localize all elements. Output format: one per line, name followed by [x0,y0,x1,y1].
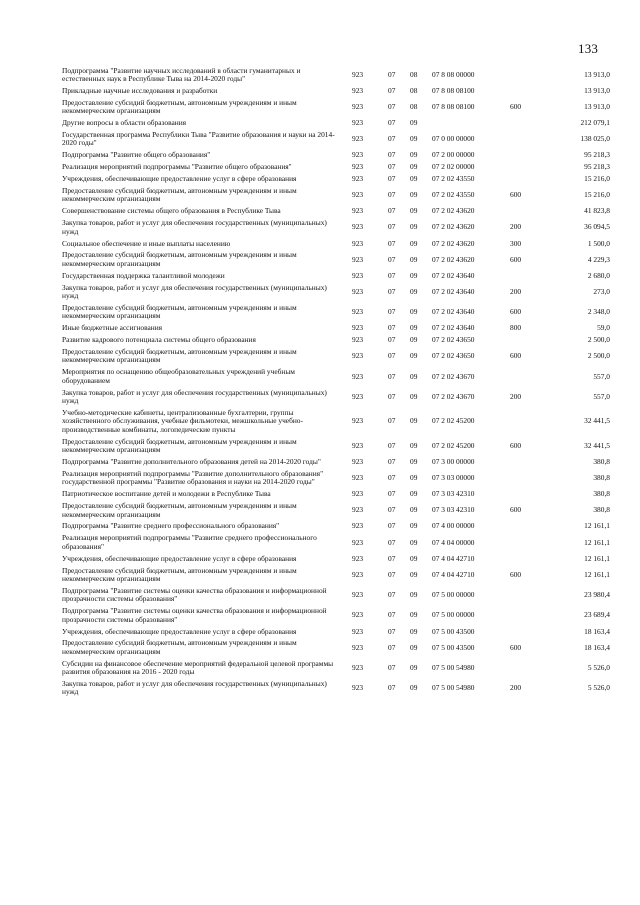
row-pr-cell: 09 [410,254,418,264]
row-name-cell: Государственная программа Республики Тыва "Развитие образования и науки на 2014-2020 годы" [62,129,335,148]
row-rz-cell: 07 [388,150,396,160]
row-sum-cell: 13 913,0 [584,69,610,79]
table-row [62,206,612,218]
row-rz-cell: 07 [388,118,396,128]
row-csr-cell [432,118,510,130]
row-rz-cell: 07 [388,391,396,401]
row-gr-cell: 923 [352,238,364,248]
row-sum-cell: 2 348,0 [587,307,610,317]
row-sum-cell: 12 161,1 [584,553,610,563]
row-vr-cell [510,521,542,533]
row-pr-cell: 09 [410,286,418,296]
table-row [62,489,612,501]
row-gr-cell: 923 [352,150,364,160]
row-pr-cell: 09 [410,489,418,499]
row-name-cell: Предоставление субсидий бюджетным, автономным учреждениям и иным некоммерческим организациям [62,185,297,204]
row-csr-cell: 07 2 02 43550 [432,190,475,200]
row-csr-cell: 07 2 02 00000 [432,162,475,172]
row-gr-cell: 923 [352,323,364,333]
row-rz-cell: 07 [388,134,396,144]
row-csr-cell: 07 2 02 43670 [432,391,475,401]
row-pr-cell: 08 [410,85,418,95]
budget-table [62,65,612,699]
row-vr-cell [510,150,542,162]
row-vr-cell: 600 [510,440,522,450]
row-pr-cell: 09 [410,162,418,172]
row-vr-cell [510,162,542,174]
row-gr-cell: 923 [352,307,364,317]
row-gr-cell: 923 [352,101,364,111]
row-gr-cell: 923 [352,569,364,579]
table-row [62,270,612,282]
row-csr-cell: 07 2 02 43620 [432,238,475,248]
row-rz-cell: 07 [388,270,396,280]
row-pr-cell: 09 [410,440,418,450]
row-csr-cell: 07 4 00 00000 [432,521,475,531]
row-vr-cell: 600 [510,351,522,361]
row-gr-cell: 923 [352,642,364,652]
row-vr-cell [510,270,542,282]
row-pr-cell: 09 [410,335,418,345]
row-pr-cell: 09 [410,351,418,361]
table-row [62,282,612,302]
row-vr-cell [510,626,542,638]
row-sum-cell: 36 094,5 [584,222,610,232]
row-pr-cell: 09 [410,134,418,144]
table-row [62,638,612,658]
row-name-cell: Реализация мероприятий подпрограммы "Развитие среднего профессионального образования" [62,533,317,551]
row-vr-cell [510,408,542,437]
row-gr-cell: 923 [352,683,364,693]
row-csr-cell: 07 3 00 00000 [432,457,475,467]
row-gr-cell: 923 [352,222,364,232]
row-sum-cell: 212 079,1 [580,118,610,128]
row-gr-cell: 923 [352,286,364,296]
row-vr-cell [510,335,542,347]
row-name-cell: Предоставление субсидий бюджетным, автономным учреждениям и иным некоммерческим организациям [62,638,297,656]
table-row [62,468,612,488]
row-gr-cell: 923 [352,489,364,499]
table-row [62,174,612,186]
row-vr-cell: 600 [510,505,522,515]
row-vr-cell: 200 [510,222,522,232]
row-sum-cell: 41 823,8 [584,206,610,216]
row-sum-cell: 2 500,0 [587,351,610,361]
row-sum-cell: 59,0 [597,323,610,333]
row-name-cell: Совершенствование системы общего образования в Республике Тыва [62,206,281,216]
row-vr-cell: 300 [510,238,522,248]
table-row [62,162,612,174]
table-row [62,150,612,162]
row-vr-cell: 600 [510,569,522,579]
table-row [62,129,612,149]
row-rz-cell: 07 [388,473,396,483]
row-pr-cell: 09 [410,521,418,531]
row-vr-cell: 600 [510,642,522,652]
row-rz-cell: 07 [388,642,396,652]
row-rz-cell: 07 [388,416,396,426]
row-csr-cell: 07 5 00 54980 [432,662,475,672]
row-csr-cell: 07 8 08 00000 [432,69,475,79]
row-rz-cell: 07 [388,238,396,248]
row-rz-cell: 07 [388,206,396,216]
row-sum-cell: 2 500,0 [587,335,610,345]
row-sum-cell: 12 161,1 [584,537,610,547]
row-rz-cell: 07 [388,371,396,381]
row-name-cell: Развитие кадрового потенциала системы общего образования [62,335,256,345]
row-pr-cell: 09 [410,553,418,563]
row-gr-cell: 923 [352,118,364,128]
row-csr-cell: 07 2 02 45200 [432,440,475,450]
row-gr-cell: 923 [352,335,364,345]
row-pr-cell: 09 [410,206,418,216]
row-gr-cell: 923 [352,270,364,280]
row-pr-cell: 09 [410,683,418,693]
row-rz-cell: 07 [388,521,396,531]
row-name-cell: Предоставление субсидий бюджетным, автономным учреждениям и иным некоммерческим организациям [62,436,297,455]
row-gr-cell: 923 [352,440,364,450]
table-row [62,553,612,565]
table-row [62,65,612,85]
row-sum-cell: 32 441,5 [584,416,610,426]
row-name-cell: Подпрограмма "Развитие системы оценки качества образования и информационной прозрачности системы образования" [62,606,327,624]
row-csr-cell: 07 2 00 00000 [432,150,475,160]
row-name-cell: Закупка товаров, работ и услуг для обеспечения государственных (муниципальных) нужд [62,282,327,301]
row-pr-cell: 09 [410,505,418,515]
row-vr-cell: 200 [510,683,522,693]
row-gr-cell: 923 [352,505,364,515]
row-name-cell: Учреждения, обеспечивающие предоставление услуг в сфере образования [62,553,297,563]
row-gr-cell: 923 [352,590,364,600]
row-gr-cell: 923 [352,626,364,636]
row-name-cell: Реализация мероприятий подпрограммы "Развитие дополнительного образования" государственной программы "Развитие образования и науки на 2014-2020 годы" [62,468,324,487]
row-gr-cell: 923 [352,174,364,184]
row-csr-cell: 07 3 03 42310 [432,505,475,515]
table-row [62,679,612,699]
row-vr-cell [510,533,542,553]
row-pr-cell: 09 [410,371,418,381]
row-rz-cell: 07 [388,457,396,467]
row-name-cell: Субсидии на финансовое обеспечение мероприятий федеральной целевой программы развития образования на 2016 - 2020 годы [62,658,334,677]
table-row [62,457,612,469]
table-row [62,185,612,205]
row-name-cell: Государственная поддержка талантливой молодежи [62,270,225,280]
row-csr-cell: 07 5 00 43500 [432,642,475,652]
row-gr-cell: 923 [352,521,364,531]
row-pr-cell: 09 [410,610,418,620]
row-rz-cell: 07 [388,553,396,563]
table-row [62,585,612,605]
row-name-cell: Закупка товаров, работ и услуг для обеспечения государственных (муниципальных) нужд [62,218,327,236]
row-pr-cell: 09 [410,626,418,636]
row-vr-cell [510,585,542,605]
table-row [62,250,612,270]
row-rz-cell: 07 [388,335,396,345]
table-row [62,85,612,97]
row-csr-cell: 07 2 02 43640 [432,286,475,296]
row-sum-cell: 557,0 [593,391,610,401]
row-vr-cell: 600 [510,101,522,111]
row-name-cell: Подпрограмма "Развитие научных исследований в области гуманитарных и естественных наук в Республике Тыва на 2014-2020 годы" [62,65,301,83]
row-sum-cell: 2 680,0 [587,270,610,280]
row-vr-cell [510,468,542,488]
row-vr-cell [510,118,542,130]
row-gr-cell: 923 [352,190,364,200]
row-pr-cell: 09 [410,642,418,652]
row-rz-cell: 07 [388,489,396,499]
table-row [62,347,612,367]
page-number: 133 [578,41,599,56]
row-rz-cell: 07 [388,683,396,693]
table-row [62,501,612,521]
row-name-cell: Предоставление субсидий бюджетным, автономным учреждениям и иным некоммерческим организациям [62,565,297,583]
row-gr-cell: 923 [352,371,364,381]
row-csr-cell: 07 0 00 00000 [432,134,475,144]
row-gr-cell: 923 [352,162,364,172]
row-pr-cell: 09 [410,307,418,317]
row-gr-cell: 923 [352,85,364,95]
row-rz-cell: 07 [388,662,396,672]
row-pr-cell: 09 [410,537,418,547]
row-csr-cell: 07 2 02 43550 [432,174,475,184]
row-rz-cell: 07 [388,190,396,200]
row-vr-cell [510,553,542,565]
row-rz-cell: 07 [388,85,396,95]
row-name-cell: Предоставление субсидий бюджетным, автономным учреждениям и иным некоммерческим организациям [62,501,297,519]
row-name-cell: Патриотическое воспитание детей и молодежи в Республике Тыва [62,489,271,499]
row-sum-cell: 15 216,0 [584,174,610,184]
row-pr-cell: 09 [410,457,418,467]
row-rz-cell: 07 [388,254,396,264]
row-gr-cell: 923 [352,206,364,216]
row-name-cell: Учреждения, обеспечивающие предоставление услуг в сфере образования [62,174,297,184]
row-gr-cell: 923 [352,69,364,79]
row-vr-cell: 800 [510,323,522,333]
row-sum-cell: 23 689,4 [584,610,610,620]
table-row [62,218,612,238]
row-sum-cell: 273,0 [593,286,610,296]
row-gr-cell: 923 [352,662,364,672]
table-row [62,521,612,533]
row-sum-cell: 32 441,5 [584,440,610,450]
row-sum-cell: 380,8 [593,505,610,515]
row-gr-cell: 923 [352,610,364,620]
row-name-cell: Предоставление субсидий бюджетным, автономным учреждениям и иным некоммерческим организациям [62,347,297,365]
row-sum-cell: 557,0 [593,371,610,381]
row-gr-cell: 923 [352,391,364,401]
row-sum-cell: 5 526,0 [587,683,610,693]
row-sum-cell: 18 163,4 [584,626,610,636]
row-rz-cell: 07 [388,537,396,547]
row-name-cell: Учреждения, обеспечивающие предоставление услуг в сфере образования [62,626,297,636]
row-name-cell: Подпрограмма "Развитие общего образования" [62,150,211,160]
row-sum-cell: 18 163,4 [584,642,610,652]
row-rz-cell: 07 [388,222,396,232]
row-sum-cell: 23 980,4 [584,590,610,600]
row-pr-cell: 09 [410,391,418,401]
table-row [62,367,612,387]
row-pr-cell: 08 [410,69,418,79]
row-csr-cell: 07 5 00 54980 [432,683,475,693]
row-rz-cell: 07 [388,569,396,579]
row-sum-cell: 5 526,0 [587,662,610,672]
table-row [62,565,612,585]
row-pr-cell: 09 [410,590,418,600]
row-name-cell: Социальное обеспечение и иные выплаты населению [62,238,231,248]
row-name-cell: Закупка товаров, работ и услуг для обеспечения государственных (муниципальных) нужд [62,679,327,697]
row-rz-cell: 07 [388,69,396,79]
row-csr-cell: 07 4 04 42710 [432,553,475,563]
row-rz-cell: 07 [388,286,396,296]
table-row [62,97,612,117]
row-vr-cell [510,658,542,678]
row-sum-cell: 380,8 [593,489,610,499]
row-name-cell: Прикладные научные исследования и разработки [62,85,218,95]
row-sum-cell: 13 913,0 [584,85,610,95]
table-row [62,626,612,638]
row-csr-cell: 07 2 02 43640 [432,307,475,317]
table-row [62,436,612,456]
row-rz-cell: 07 [388,440,396,450]
row-csr-cell: 07 2 02 43650 [432,335,475,345]
row-name-cell: Предоставление субсидий бюджетным, автономным учреждениям и иным некоммерческим организациям [62,97,297,116]
row-sum-cell: 95 218,3 [584,150,610,160]
row-name-cell: Закупка товаров, работ и услуг для обеспечения государственных (муниципальных) нужд [62,387,327,406]
row-pr-cell: 08 [410,101,418,111]
row-sum-cell: 13 913,0 [584,101,610,111]
row-pr-cell: 09 [410,569,418,579]
table-row [62,118,612,130]
row-rz-cell: 07 [388,505,396,515]
row-gr-cell: 923 [352,553,364,563]
row-pr-cell: 09 [410,473,418,483]
row-pr-cell: 09 [410,662,418,672]
row-name-cell: Иные бюджетные ассигнования [62,323,163,333]
row-csr-cell: 07 2 02 43650 [432,351,475,361]
table-row [62,238,612,250]
row-sum-cell: 12 161,1 [584,521,610,531]
row-vr-cell [510,367,542,387]
row-rz-cell: 07 [388,590,396,600]
row-gr-cell: 923 [352,457,364,467]
row-csr-cell: 07 2 02 43640 [432,270,475,280]
row-csr-cell: 07 8 08 08100 [432,101,475,111]
row-pr-cell: 09 [410,222,418,232]
row-vr-cell [510,606,542,626]
row-vr-cell [510,457,542,469]
row-sum-cell: 1 500,0 [587,238,610,248]
row-csr-cell: 07 2 02 43620 [432,222,475,232]
row-sum-cell: 95 218,3 [584,162,610,172]
row-pr-cell: 09 [410,190,418,200]
row-csr-cell: 07 2 02 45200 [432,416,475,426]
table-row [62,606,612,626]
row-pr-cell: 09 [410,238,418,248]
row-pr-cell: 09 [410,150,418,160]
row-name-cell: Предоставление субсидий бюджетным, автономным учреждениям и иным некоммерческим организациям [62,302,297,321]
row-pr-cell: 09 [410,416,418,426]
table-row [62,335,612,347]
row-sum-cell: 12 161,1 [584,569,610,579]
row-name-cell: Подпрограмма "Развитие системы оценки качества образования и информационной прозрачности системы образования" [62,585,327,604]
row-pr-cell: 09 [410,174,418,184]
row-vr-cell: 200 [510,391,522,401]
row-gr-cell: 923 [352,537,364,547]
row-vr-cell [510,206,542,218]
row-vr-cell [510,85,542,97]
row-gr-cell: 923 [352,473,364,483]
row-csr-cell: 07 8 08 08100 [432,85,475,95]
row-csr-cell: 07 4 04 42710 [432,569,475,579]
row-rz-cell: 07 [388,323,396,333]
row-sum-cell: 4 229,3 [587,254,610,264]
row-csr-cell: 07 5 00 00000 [432,590,475,600]
row-rz-cell: 07 [388,307,396,317]
row-name-cell: Мероприятия по оснащению общеобразовательных учреждений учебным оборудованием [62,367,295,385]
row-rz-cell: 07 [388,626,396,636]
row-sum-cell: 380,8 [593,457,610,467]
row-gr-cell: 923 [352,351,364,361]
row-csr-cell: 07 2 02 43620 [432,206,475,216]
row-pr-cell: 09 [410,270,418,280]
table-row [62,533,612,553]
row-vr-cell: 600 [510,307,522,317]
row-csr-cell: 07 5 00 00000 [432,610,475,620]
table-row [62,323,612,335]
table-row [62,387,612,407]
row-name-cell: Реализация мероприятий подпрограммы "Развитие общего образования" [62,162,292,172]
row-name-cell: Учебно-методические кабинеты, централизованные бухгалтерии, группы хозяйственного обслуживания, учебные фильмотеки, межшкольные учебно-производственные комбинаты, логопедические пункты [62,408,303,434]
row-vr-cell: 600 [510,190,522,200]
row-csr-cell: 07 3 03 00000 [432,473,475,483]
table-row [62,658,612,678]
budget-table-body [62,65,612,699]
row-sum-cell: 15 216,0 [584,190,610,200]
row-csr-cell: 07 2 02 43620 [432,254,475,264]
row-rz-cell: 07 [388,174,396,184]
row-name-cell: Предоставление субсидий бюджетным, автономным учреждениям и иным некоммерческим организациям [62,250,297,268]
row-pr-cell: 09 [410,323,418,333]
table-row [62,408,612,437]
row-name-cell: Подпрограмма "Развитие среднего профессионального образования" [62,521,280,531]
row-csr-cell: 07 3 03 42310 [432,489,475,499]
row-gr-cell: 923 [352,134,364,144]
row-gr-cell: 923 [352,254,364,264]
row-name-cell: Подпрограмма "Развитие дополнительного образования детей на 2014-2020 годы" [62,457,321,467]
row-name-cell: Другие вопросы в области образования [62,118,187,128]
row-vr-cell [510,174,542,186]
row-sum-cell: 380,8 [593,473,610,483]
row-gr-cell: 923 [352,416,364,426]
row-vr-cell [510,489,542,501]
row-pr-cell: 09 [410,118,418,128]
row-rz-cell: 07 [388,351,396,361]
row-sum-cell: 138 025,0 [580,134,610,144]
row-vr-cell [510,129,542,149]
row-csr-cell: 07 4 04 00000 [432,537,475,547]
row-csr-cell: 07 5 00 43500 [432,626,475,636]
table-row [62,302,612,322]
row-rz-cell: 07 [388,162,396,172]
row-vr-cell [510,65,542,85]
row-csr-cell: 07 2 02 43670 [432,371,475,381]
row-vr-cell: 200 [510,286,522,296]
row-rz-cell: 07 [388,101,396,111]
row-csr-cell: 07 2 02 43640 [432,323,475,333]
row-vr-cell: 600 [510,254,522,264]
row-rz-cell: 07 [388,610,396,620]
